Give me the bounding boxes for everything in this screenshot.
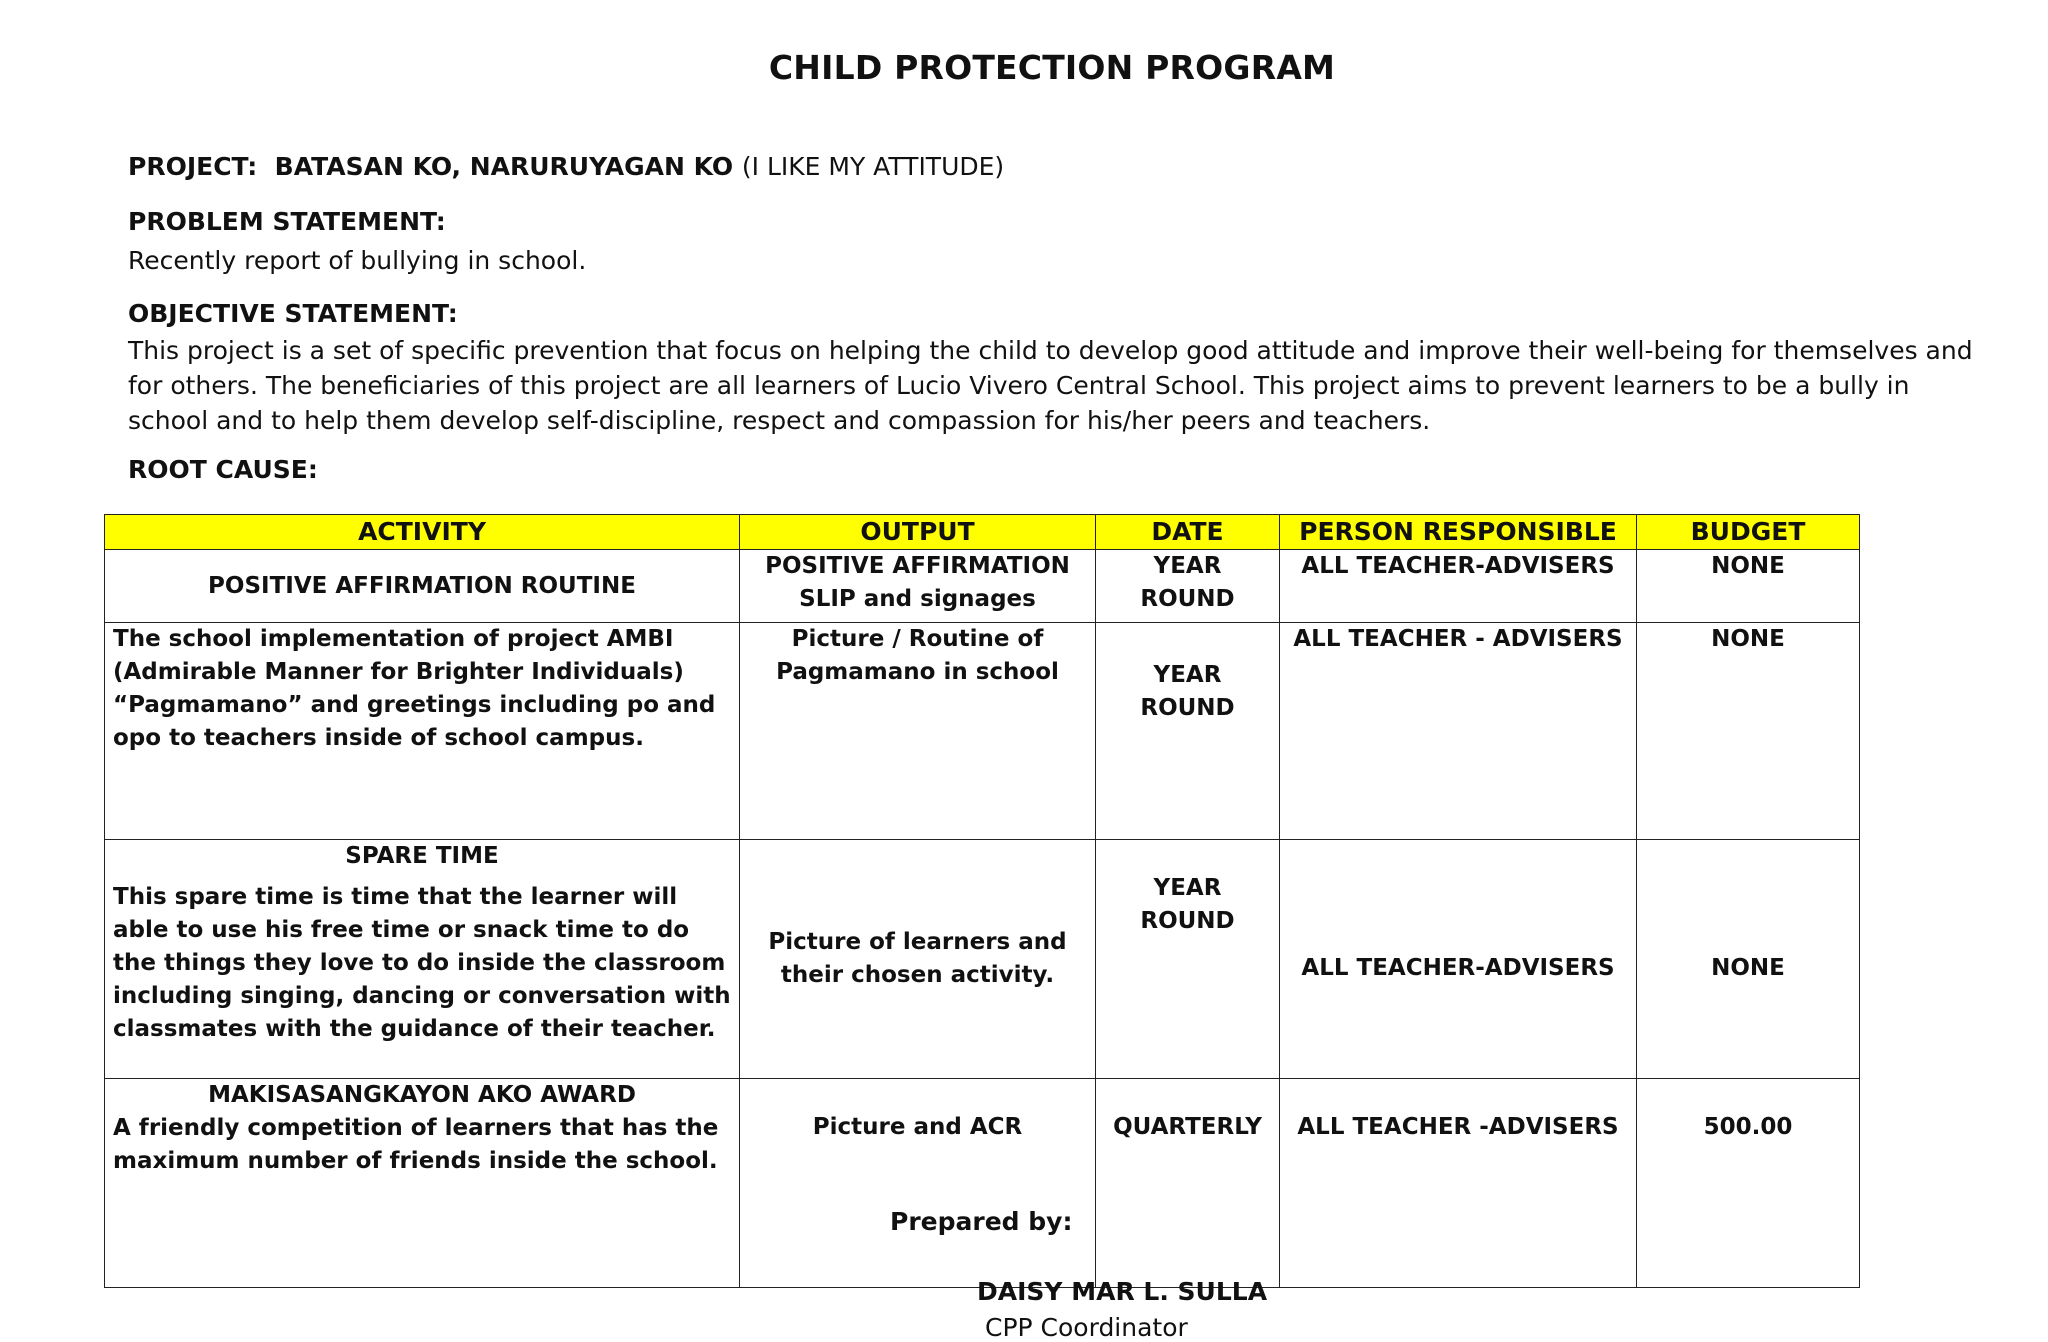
table-row	[105, 550, 1860, 623]
activity-description: This spare time is time that the learner will able to use his free time or snack time to do the things they love to do inside the classroom including singing, dancing or conversation with classmates with the guidance of their teacher.	[113, 884, 731, 1042]
signer-name: DAISY MAR L. SULLA	[977, 1277, 1268, 1306]
signer-role: CPP Coordinator	[985, 1313, 1188, 1342]
header-person-responsible: PERSON RESPONSIBLE	[1280, 515, 1637, 550]
table-row	[105, 1079, 1860, 1288]
output-cell: Picture of learners and their chosen activity.	[740, 840, 1096, 1079]
header-budget: BUDGET	[1637, 515, 1860, 550]
table-row	[105, 623, 1860, 840]
budget-cell: NONE	[1637, 840, 1860, 1079]
activity-cell	[105, 623, 740, 840]
date-cell: YEAR ROUND	[1096, 840, 1280, 1079]
output-cell: Picture and ACR	[740, 1079, 1096, 1288]
activity-cell	[105, 840, 740, 1079]
activity-table	[104, 514, 1860, 1288]
root-cause-label: ROOT CAUSE:	[128, 455, 318, 484]
project-line	[128, 152, 1004, 181]
activity-title: SPARE TIME	[345, 843, 499, 869]
header-output: OUTPUT	[740, 515, 1096, 550]
problem-statement-text: Recently report of bullying in school.	[128, 246, 587, 275]
problem-statement-label: PROBLEM STATEMENT:	[128, 207, 446, 236]
budget-cell: 500.00	[1637, 1079, 1860, 1288]
project-label: PROJECT:	[128, 152, 258, 181]
objective-statement-text: This project is a set of specific prevention that focus on helping the child to develop good attitude and improve their well-being for themselves and for others. The beneficiaries of this project are all learners of Lucio Vivero Central School. This project aims to prevent learners to be a bully in school and to help them develop self-discipline, respect and compassion for his/her peers and teachers.	[128, 336, 1973, 435]
activity-description: A friendly competition of learners that has the maximum number of friends inside the school.	[113, 1115, 719, 1174]
budget-cell: NONE	[1637, 550, 1860, 623]
activity-title: MAKISASANGKAYON AKO AWARD	[208, 1082, 636, 1108]
objective-statement-label: OBJECTIVE STATEMENT:	[128, 299, 458, 328]
date-cell: QUARTERLY	[1096, 1079, 1280, 1288]
activity-cell	[105, 550, 740, 623]
person-cell: ALL TEACHER -ADVISERS	[1280, 1079, 1637, 1288]
table-header-row	[105, 515, 1860, 550]
output-cell: POSITIVE AFFIRMATION SLIP and signages	[740, 550, 1096, 623]
header-activity: ACTIVITY	[105, 515, 740, 550]
person-cell: ALL TEACHER - ADVISERS	[1280, 623, 1637, 840]
date-cell: YEAR ROUND	[1096, 550, 1280, 623]
person-cell: ALL TEACHER-ADVISERS	[1280, 550, 1637, 623]
activity-title: POSITIVE AFFIRMATION ROUTINE	[208, 572, 636, 599]
budget-cell: NONE	[1637, 623, 1860, 840]
page-title: CHILD PROTECTION PROGRAM	[768, 48, 1336, 87]
header-date: DATE	[1096, 515, 1280, 550]
table-row	[105, 840, 1860, 1079]
output-cell: Picture / Routine of Pagmamano in school	[740, 623, 1096, 840]
prepared-by-label: Prepared by:	[890, 1207, 1073, 1236]
project-subtitle: (I LIKE MY ATTITUDE)	[741, 152, 1005, 181]
project-name: BATASAN KO, NARURUYAGAN KO	[274, 152, 734, 181]
activity-description: The school implementation of project AMBI (Admirable Manner for Brighter Individuals) “Pagmamano” and greetings including po and opo to teachers inside of school campus.	[113, 626, 716, 751]
activity-cell	[105, 1079, 740, 1288]
person-cell: ALL TEACHER-ADVISERS	[1280, 840, 1637, 1079]
date-cell: YEAR ROUND	[1096, 623, 1280, 840]
